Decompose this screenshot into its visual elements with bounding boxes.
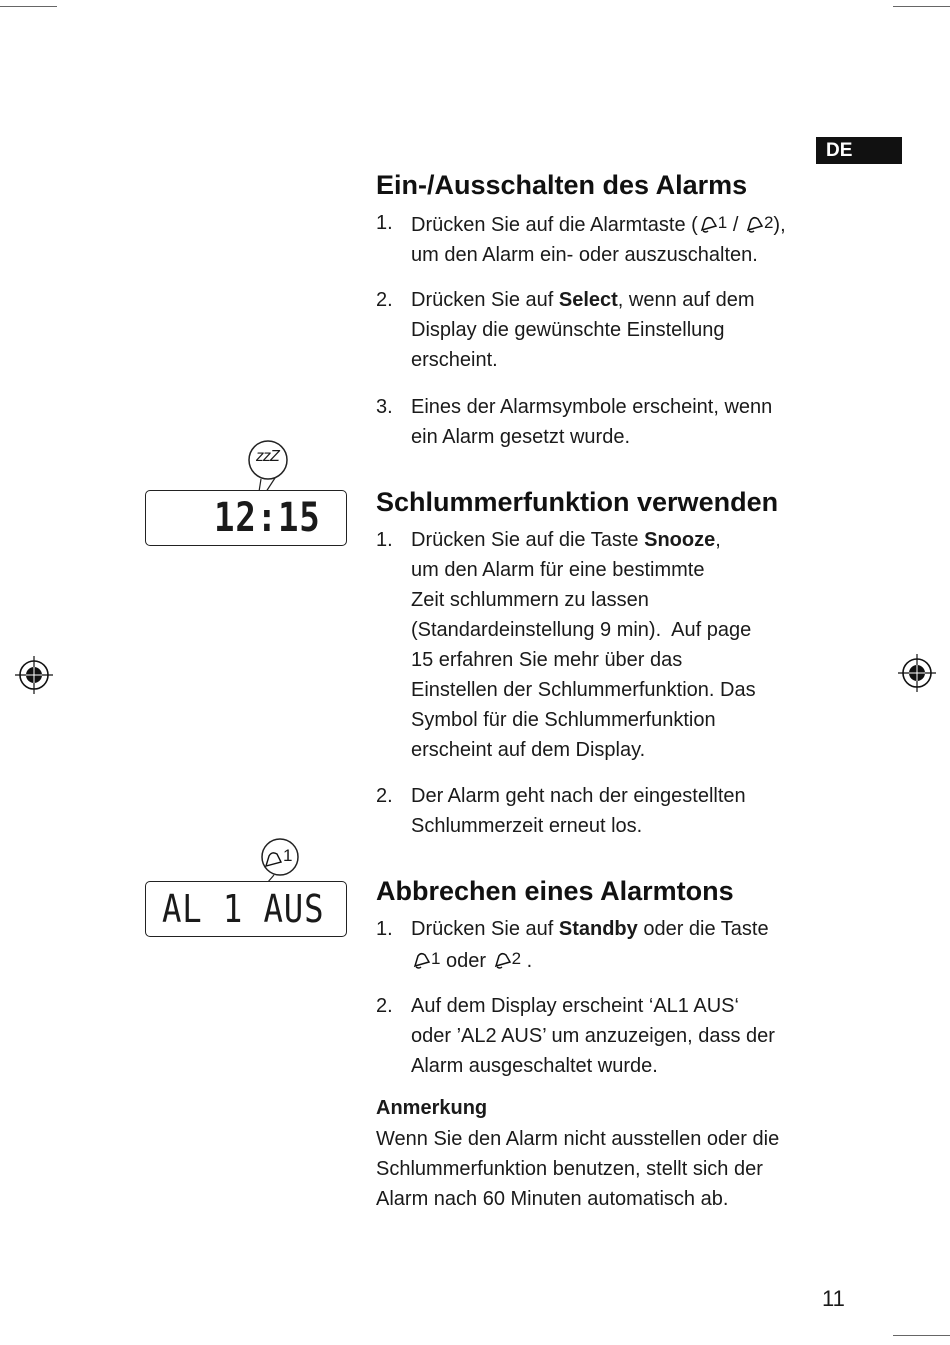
alarm-bell-icon (698, 210, 718, 240)
note-line: Schlummerfunktion benutzen, stellt sich der (376, 1158, 763, 1180)
page-number: 11 (822, 1286, 845, 1311)
step-text: erscheint auf dem Display. (411, 739, 646, 761)
step-text: , (715, 529, 721, 551)
step-number: 1. (376, 918, 393, 940)
crop-mark-top-left (0, 6, 57, 7)
snooze-step-2 (376, 781, 836, 841)
step-text: um den Alarm ein- oder auszuschalten. (411, 244, 758, 266)
section-title-snooze: Schlummerfunktion verwenden (376, 487, 779, 517)
standby-key-label: Standby (558, 918, 638, 940)
step-number: 1. (376, 529, 393, 551)
step-text: oder die Taste (637, 918, 769, 940)
step-number: 3. (376, 396, 393, 418)
note-line: Wenn Sie den Alarm nicht ausstellen oder die (376, 1128, 780, 1150)
step-text: Zeit schlummern zu lassen (411, 589, 649, 611)
snooze-display-illustration (140, 438, 355, 553)
alarm-toggle-step-1 (376, 208, 836, 270)
language-tab: DE (816, 137, 902, 164)
step-number: 2. (376, 289, 393, 311)
lcd-time-readout: 12:15 (214, 495, 321, 541)
step-text: um den Alarm für eine bestimmte (411, 559, 705, 581)
step-text: , wenn auf dem (617, 289, 755, 311)
alarm-off-display-illustration (140, 838, 355, 943)
step-text: Einstellen der Schlummerfunktion. Das (411, 679, 756, 701)
alarm-toggle-step-3 (376, 392, 836, 452)
step-text: Drücken Sie auf (411, 918, 559, 940)
step-text: Alarm ausgeschaltet wurde. (411, 1055, 658, 1077)
cancel-step-1 (376, 914, 836, 976)
step-text: oder (440, 950, 492, 972)
step-text: Display die gewünschte Einstellung (411, 319, 725, 341)
section-title-alarm-toggle: Ein-/Ausschalten des Alarms (376, 170, 748, 200)
step-text: ein Alarm gesetzt wurde. (411, 426, 630, 448)
step-number: 2. (376, 995, 393, 1017)
snooze-callout-text: zzZ (256, 448, 279, 465)
alarm-bell-icon (411, 946, 431, 976)
lcd-alarm-readout: AL 1 AUS (162, 887, 325, 931)
registration-mark-left-icon (15, 656, 53, 694)
step-text: Drücken Sie auf die Alarmtaste ( (411, 214, 698, 236)
note-line: Alarm nach 60 Minuten automatisch ab. (376, 1188, 729, 1210)
alarm-number-1: 1 (717, 213, 728, 232)
step-text: (Standardeinstellung 9 min). Auf page (411, 619, 752, 641)
alarm-number-2: 2 (511, 949, 522, 968)
step-text: Eines der Alarmsymbole erscheint, wenn (411, 396, 773, 418)
step-text: 15 erfahren Sie mehr über das (411, 649, 683, 671)
note-title: Anmerkung (376, 1097, 488, 1119)
alarm-bell-icon (492, 946, 512, 976)
step-text: oder ’AL2 AUS’ um anzuzeigen, dass der (411, 1025, 775, 1047)
alarm-number-2: 2 (763, 213, 774, 232)
note-text (376, 1124, 826, 1214)
separator: / (732, 214, 739, 236)
crop-mark-top-right (893, 6, 950, 7)
step-text: Schlummerzeit erneut los. (411, 815, 643, 837)
step-text: ), (773, 214, 786, 236)
step-number: 1. (376, 212, 393, 234)
alarm-callout-number: 1 (283, 846, 293, 865)
snooze-step-1 (376, 525, 836, 765)
cancel-step-2 (376, 991, 836, 1081)
step-number: 2. (376, 785, 393, 807)
section-title-cancel-alarm: Abbrechen eines Alarmtons (376, 876, 734, 906)
alarm-bell-icon (744, 210, 764, 240)
step-text: Drücken Sie auf (411, 289, 559, 311)
registration-mark-right-icon (898, 654, 936, 692)
step-text: Auf dem Display erscheint ‘AL1 AUS‘ (411, 995, 739, 1017)
step-text: . (521, 950, 533, 972)
step-text: erscheint. (411, 349, 498, 371)
step-text: Symbol für die Schlummerfunktion (411, 709, 716, 731)
step-text: Der Alarm geht nach der eingestellten (411, 785, 746, 807)
alarm-number-1: 1 (431, 949, 441, 968)
step-text: Drücken Sie auf die Taste (411, 529, 645, 551)
alarm-toggle-step-2 (376, 285, 836, 375)
snooze-key-label: Snooze (644, 529, 716, 551)
crop-mark-bottom-right (893, 1335, 950, 1336)
lcd-display-alarm-off (145, 881, 347, 937)
lcd-display-time (145, 490, 347, 546)
select-key-label: Select (558, 289, 618, 311)
